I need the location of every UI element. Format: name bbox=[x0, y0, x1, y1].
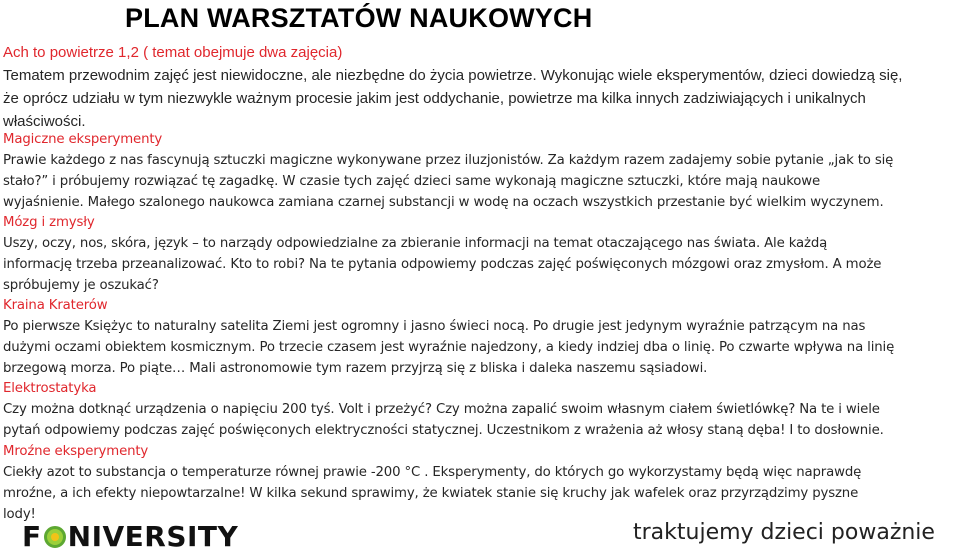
section-heading-craters: Kraina Kraterów bbox=[3, 298, 108, 313]
paragraph-line: informację trzeba przeanalizować. Kto to robi? Na te pytania odpowiemy podczas zajęć poświęconych mózgowi oraz zmysłom. A może bbox=[3, 257, 882, 272]
section-heading-magic: Magiczne eksperymenty bbox=[3, 132, 163, 147]
paragraph-line: Tematem przewodnim zajęć jest niewidoczne, ale niezbędne do życia powietrze. Wykonując wiele eksperymentów, dzieci dowiedzą się, bbox=[3, 67, 903, 84]
paragraph-line: Ciekły azot to substancja o temperaturze równej prawie -200 °C . Eksperymenty, do których go wykorzystamy będą więc naprawdę bbox=[3, 465, 862, 480]
section-heading-air: Ach to powietrze 1,2 ( temat obejmuje dwa zajęcia) bbox=[3, 44, 343, 61]
paragraph-line: Po pierwsze Księżyc to naturalny satelita Ziemi jest ogromny i jasno świeci nocą. Po drugie jest jedynym wyraźnie patrzącym na nas bbox=[3, 319, 866, 334]
paragraph-line: spróbujemy je oszukać? bbox=[3, 278, 159, 293]
paragraph-line: Uszy, oczy, nos, skóra, język – to narządy odpowiedzialne za zbieranie informacji na temat otaczającego nas świata. Ale każdą bbox=[3, 236, 828, 251]
paragraph-line: pytań odpowiemy podczas zajęć poświęconych elektryczności statycznej. Uczestnikom z wrażenia aż włosy staną dęba! I to dosłownie. bbox=[3, 423, 884, 438]
section-heading-brain: Mózg i zmysły bbox=[3, 215, 95, 230]
section-heading-frost: Mroźne eksperymenty bbox=[3, 444, 149, 459]
paragraph-line: brzegową morza. Po piąte… Mali astronomowie tym razem przyjrzą się z bliska i daleka naszemu sąsiadowi. bbox=[3, 361, 708, 376]
paragraph-line: dużymi oczami obiektem kosmicznym. Po trzecie czasem jest wyraźnie najedzony, a kiedy indziej dba o linię. Po czwarte wpływa na linię bbox=[3, 340, 895, 355]
paragraph-line: Czy można dotknąć urządzenia o napięciu 200 tyś. Volt i przeżyć? Czy można zapalić swoim własnym ciałem świetlówkę? Na te i wiele bbox=[3, 402, 880, 417]
paragraph-line: wyjaśnienie. Małego szalonego naukowca zamiana czarnej substancji w wodę na oczach wszystkich przestanie być wielkim wyczynem. bbox=[3, 195, 884, 210]
section-heading-electrostatics: Elektrostatyka bbox=[3, 381, 97, 396]
paragraph-line: lody! bbox=[3, 507, 36, 522]
paragraph-line: że oprócz udziału w tym niezwykle ważnym procesie jakim jest oddychanie, powietrze ma kilka innych zadziwiających i unikalnych bbox=[3, 90, 866, 107]
logo-circle-icon bbox=[44, 526, 66, 548]
footer bbox=[0, 512, 960, 551]
tagline: traktujemy dzieci poważnie bbox=[633, 520, 935, 545]
paragraph-line: stało?” i próbujemy rozwiązać tę zagadkę. W czasie tych zajęć dzieci same wykonają magiczne sztuczki, które mają naukowe bbox=[3, 174, 821, 189]
paragraph-line: właściwości. bbox=[3, 113, 86, 130]
page-title: PLAN WARSZTATÓW NAUKOWYCH bbox=[125, 3, 593, 33]
funiversity-logo: F NIVERSITY bbox=[22, 520, 239, 553]
paragraph-line: mroźne, a ich efekty niepowtarzalne! W kilka sekund sprawimy, że kwiatek stanie się kruchy jak wafelek oraz przyrządzimy pyszne bbox=[3, 486, 859, 501]
paragraph-line: Prawie każdego z nas fascynują sztuczki magiczne wykonywane przez iluzjonistów. Za każdym razem zadajemy sobie pytanie „jak to się bbox=[3, 153, 894, 168]
